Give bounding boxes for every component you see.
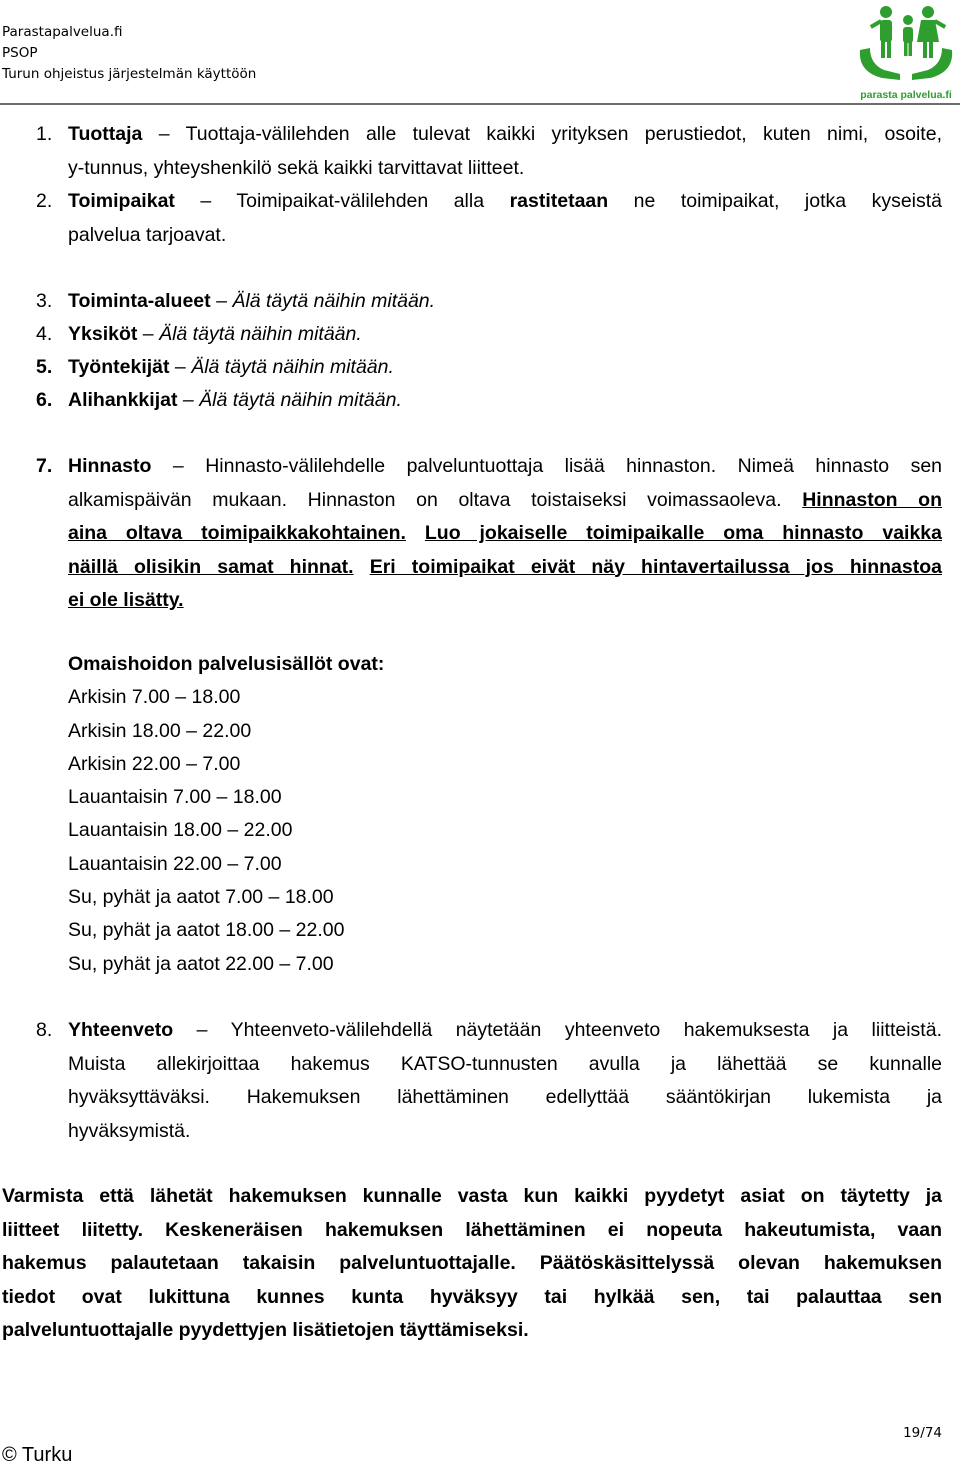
item-text: Hinnasto-välilehdelle palveluntuottaja lisää hinnaston. Nimeä hinnasto sen bbox=[205, 455, 943, 477]
list-item-yksikot bbox=[36, 318, 942, 352]
item-term: Työntekijät bbox=[68, 356, 170, 378]
list-number: 7. bbox=[36, 455, 53, 477]
omaishoito-row: Lauantaisin 18.00 – 22.00 bbox=[68, 819, 293, 842]
item-dash: – bbox=[216, 290, 227, 312]
list-item-tyontekijat bbox=[36, 351, 942, 385]
item-dash: – bbox=[200, 190, 212, 212]
footer-copyright: © Turku bbox=[2, 1444, 73, 1466]
logo-graphic bbox=[852, 0, 960, 104]
logo-text: parasta palvelua.fi bbox=[860, 89, 952, 101]
page-header bbox=[2, 22, 256, 85]
item-term: Hinnasto bbox=[68, 455, 152, 477]
item-note: Älä täytä näihin mitään. bbox=[159, 323, 362, 345]
item-emphasis: Hinnaston on bbox=[802, 488, 943, 511]
list-number: 5. bbox=[36, 356, 53, 378]
list-number: 4. bbox=[36, 323, 53, 345]
item-emphasis: Luo jokaiselle toimipaikalle oma hinnasto vaikka bbox=[424, 522, 942, 544]
list-item-tuottaja bbox=[36, 118, 942, 185]
list-item-yhteenveto bbox=[36, 1014, 942, 1148]
item-emphasis: Eri toimipaikat eivät näy hintavertailussa jos hinnastoa bbox=[369, 555, 942, 578]
list-number: 2. bbox=[36, 190, 53, 212]
warning-line: palveluntuottajalle pyydettyjen lisätietojen täyttämiseksi. bbox=[2, 1319, 529, 1341]
item-term: Toimipaikat bbox=[68, 190, 175, 212]
item-term: Yhteenveto bbox=[68, 1019, 174, 1041]
list-item-toiminta-alueet bbox=[36, 285, 942, 319]
item-text: Yhteenveto-välilehdellä näytetään yhteenveto hakemuksesta ja liitteistä. bbox=[230, 1019, 942, 1041]
omaishoito-row: Arkisin 7.00 – 18.00 bbox=[68, 686, 241, 709]
item-term: Yksiköt bbox=[68, 323, 138, 345]
omaishoito-row: Arkisin 22.00 – 7.00 bbox=[68, 752, 241, 775]
item-note: Älä täytä näihin mitään. bbox=[232, 290, 436, 312]
header-doc-title: Turun ohjeistus järjestelmän käyttöön bbox=[2, 66, 257, 82]
item-text: Toimipaikat-välilehden alla bbox=[236, 190, 485, 212]
omaishoito-row: Su, pyhät ja aatot 18.00 – 22.00 bbox=[68, 919, 345, 942]
item-dash: – bbox=[174, 356, 186, 378]
item-text: hyväksyttäväksi. Hakemuksen lähettäminen edellyttää sääntökirjan lukemista ja bbox=[68, 1086, 942, 1108]
list-item-hinnasto bbox=[36, 450, 942, 618]
item-emphasis: näillä olisikin samat hinnat. bbox=[68, 555, 354, 578]
item-text: alkamispäivän mukaan. Hinnaston on oltava toistaiseksi voimassaoleva. bbox=[68, 488, 782, 511]
item-text: Tuottaja-välilehden alle tulevat kaikki yrityksen perustiedot, kuten nimi, osoite, bbox=[185, 123, 942, 145]
item-text: y-tunnus, yhteyshenkilö sekä kaikki tarvittavat liitteet. bbox=[68, 156, 525, 179]
item-term: Alihankkijat bbox=[68, 389, 178, 411]
item-text: ne toimipaikat, jotka kyseistä bbox=[633, 190, 943, 212]
item-dash: – bbox=[182, 389, 194, 411]
item-dash: – bbox=[142, 323, 154, 345]
omaishoito-row: Su, pyhät ja aatot 7.00 – 18.00 bbox=[68, 886, 334, 909]
item-emphasis: rastitetaan bbox=[509, 190, 609, 212]
warning-line: liitteet liitetty. Keskeneräisen hakemuksen lähettäminen ei nopeuta hakeutumista, vaan bbox=[2, 1218, 942, 1241]
item-emphasis: aina oltava toimipaikkakohtainen. bbox=[68, 522, 406, 544]
list-number: 3. bbox=[36, 290, 53, 312]
page-number: 19/74 bbox=[903, 1425, 942, 1441]
item-dash: – bbox=[196, 1019, 208, 1041]
omaishoito-row: Su, pyhät ja aatot 22.00 – 7.00 bbox=[68, 952, 334, 975]
item-text: Muista allekirjoittaa hakemus KATSO-tunnusten avulla ja lähettää se kunnalle bbox=[68, 1052, 942, 1075]
item-term: Toiminta-alueet bbox=[68, 290, 211, 312]
warning-line: hakemus palautetaan takaisin palveluntuottajalle. Päätöskäsittelyssä olevan hakemuksen bbox=[2, 1252, 942, 1274]
list-item-toimipaikat bbox=[36, 185, 942, 252]
list-number: 1. bbox=[36, 123, 53, 145]
warning-paragraph bbox=[2, 1180, 942, 1348]
header-site: Parastapalvelua.fi bbox=[2, 24, 123, 40]
item-dash: – bbox=[172, 455, 184, 477]
list-number: 8. bbox=[36, 1019, 53, 1041]
item-emphasis: ei ole lisätty. bbox=[68, 589, 184, 611]
omaishoito-row: Lauantaisin 22.00 – 7.00 bbox=[68, 852, 282, 875]
item-note: Älä täytä näihin mitään. bbox=[191, 356, 394, 378]
parastapalvelua-logo bbox=[852, 0, 960, 104]
item-text: palvelua tarjoavat. bbox=[68, 223, 227, 246]
warning-line: Varmista että lähetät hakemuksen kunnalle vasta kun kaikki pyydetyt asiat on täytetty ja bbox=[2, 1185, 942, 1207]
warning-line: tiedot ovat lukittuna kunnes kunta hyväksyy tai hylkää sen, tai palauttaa sen bbox=[2, 1285, 942, 1308]
omaishoito-row: Lauantaisin 7.00 – 18.00 bbox=[68, 786, 282, 809]
item-term: Tuottaja bbox=[68, 123, 143, 145]
item-note: Älä täytä näihin mitään. bbox=[199, 389, 402, 411]
header-divider bbox=[0, 103, 960, 105]
list-number: 6. bbox=[36, 389, 53, 411]
item-dash: – bbox=[158, 123, 170, 145]
item-text: hyväksymistä. bbox=[68, 1119, 191, 1142]
list-item-alihankkijat bbox=[36, 384, 942, 418]
omaishoito-row: Arkisin 18.00 – 22.00 bbox=[68, 719, 252, 742]
omaishoito-section bbox=[68, 648, 384, 981]
omaishoito-heading: Omaishoidon palvelusisällöt ovat: bbox=[68, 653, 385, 675]
header-org: PSOP bbox=[2, 45, 38, 61]
